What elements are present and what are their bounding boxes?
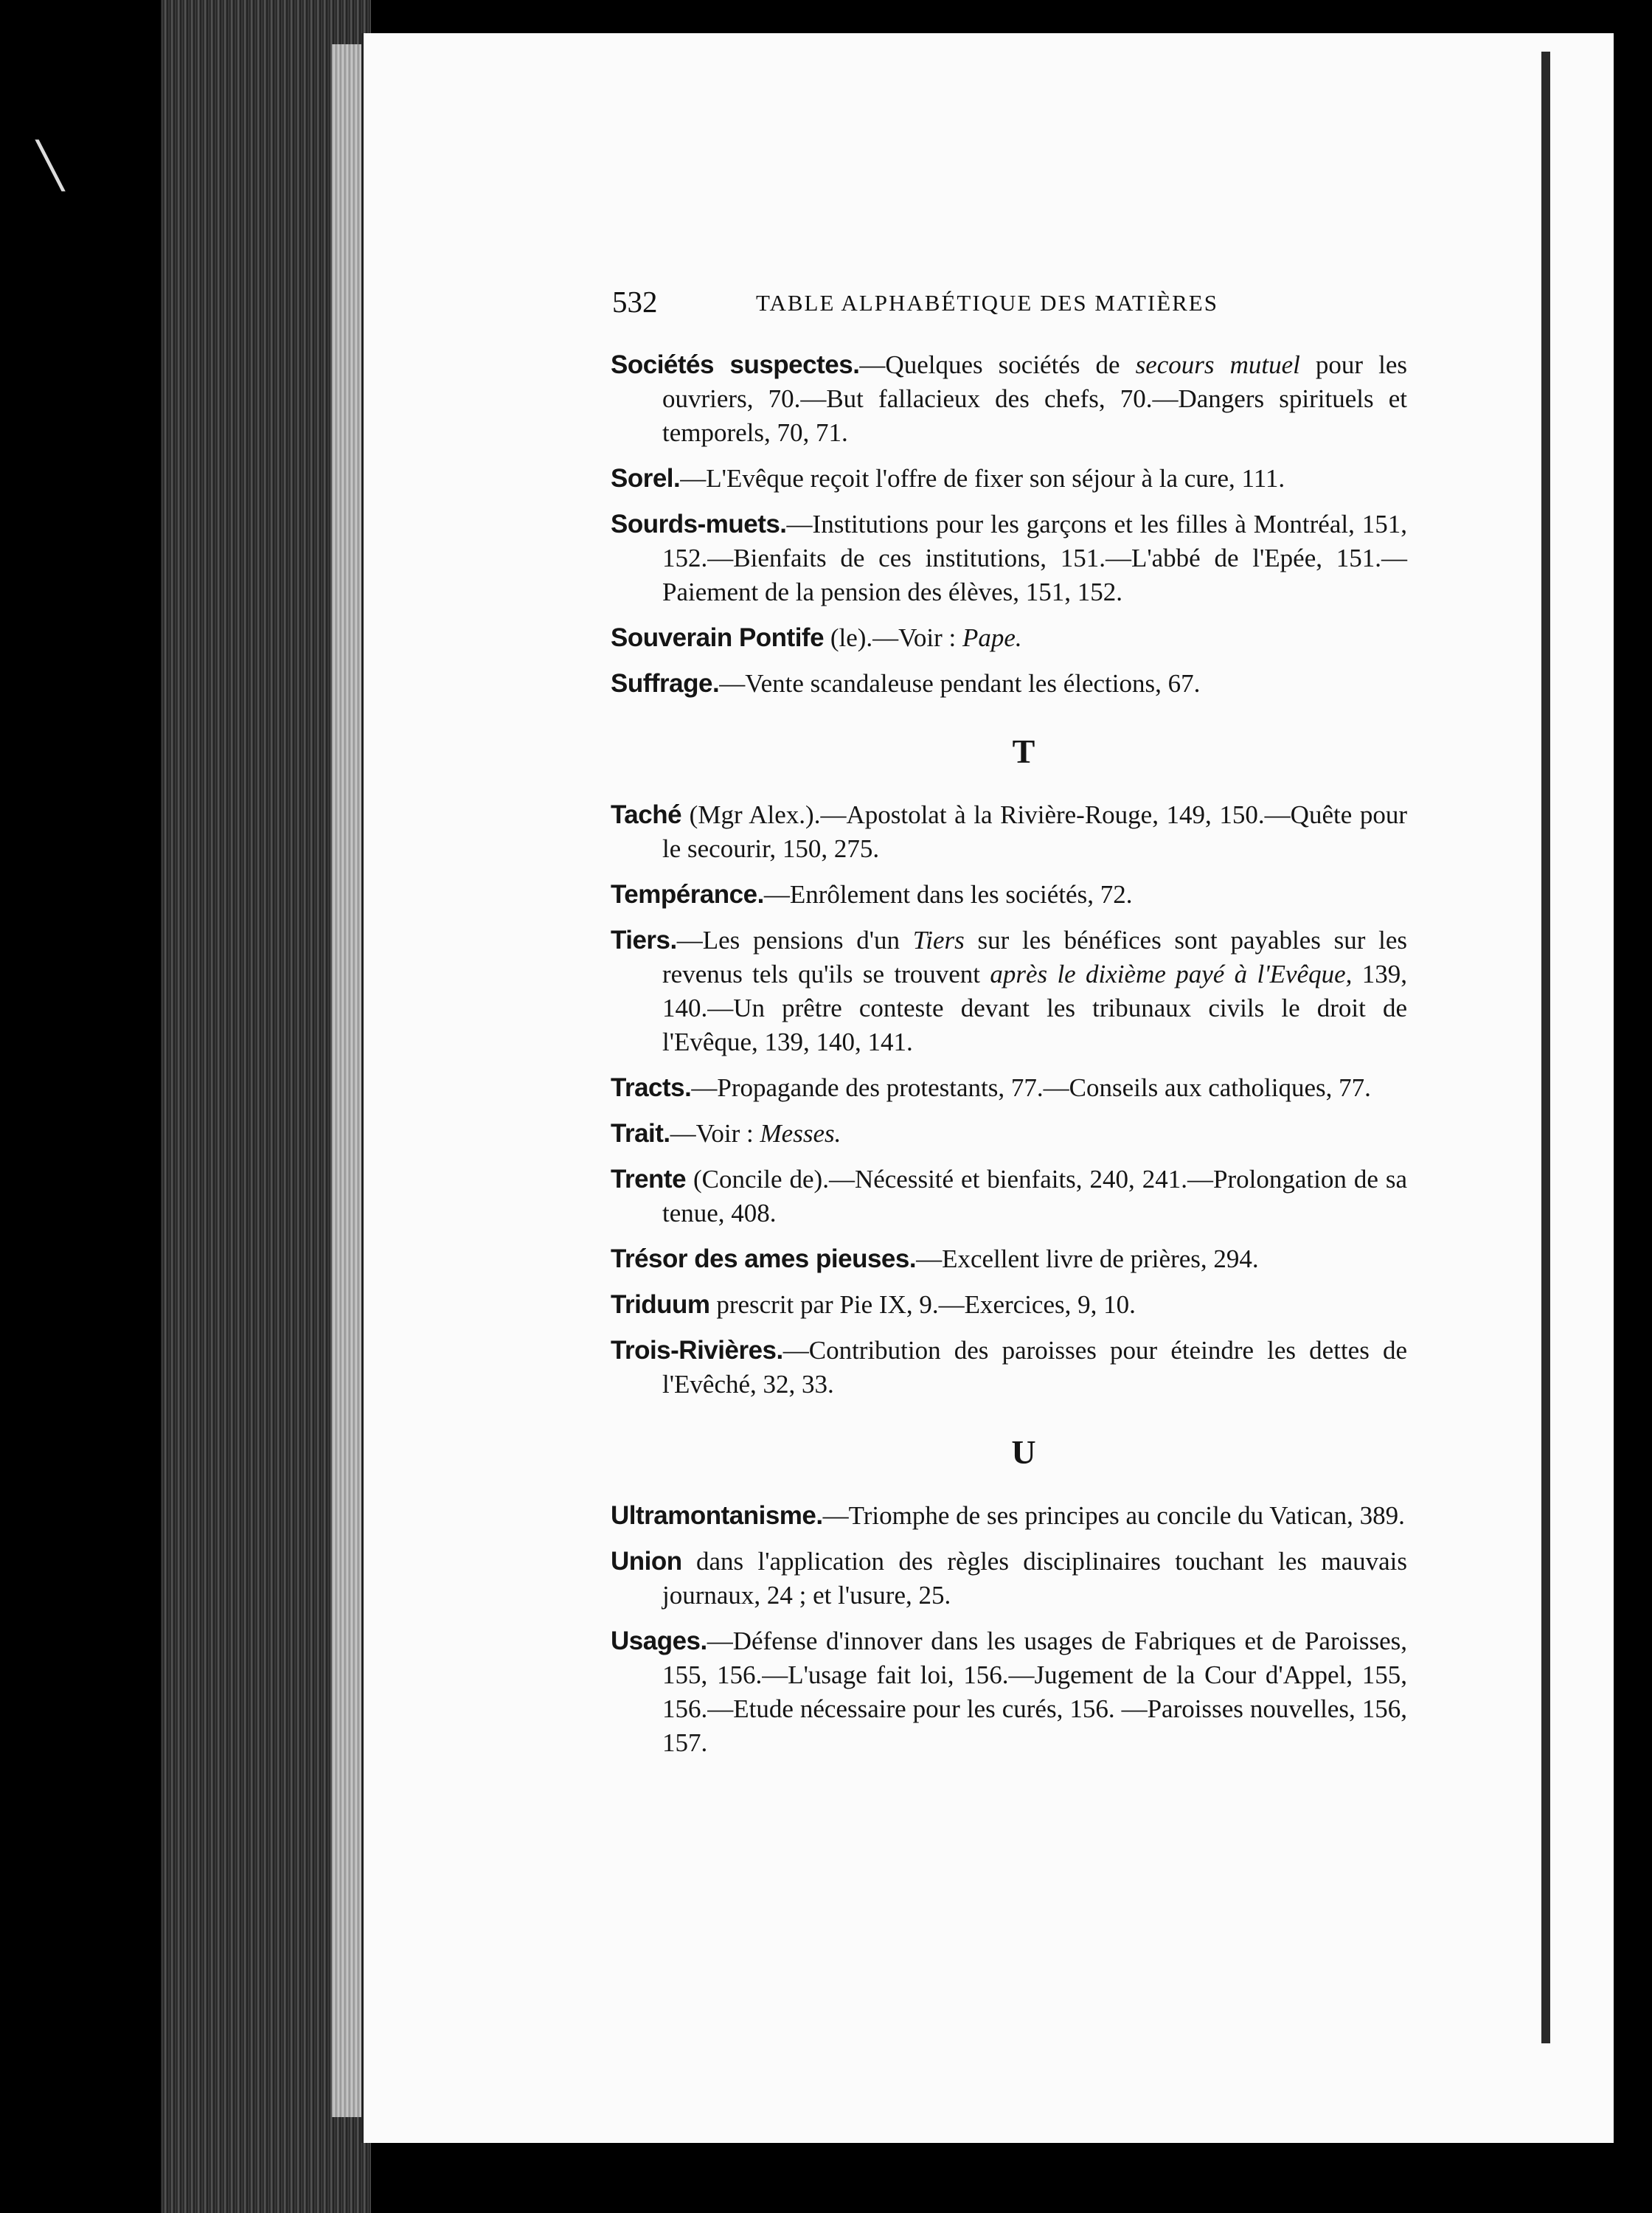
index-entry	[611, 1117, 1407, 1151]
entry-text: —Enrôlement dans les sociétés, 72.	[763, 880, 1133, 909]
entry-heading: Ultramontanisme.	[611, 1501, 823, 1530]
index-entry	[611, 1288, 1407, 1322]
index-entry	[611, 1071, 1407, 1105]
entry-text: (Concile de).—Nécessité et bienfaits, 240, 241.—Prolongation de sa tenue, 408.	[662, 1165, 1407, 1227]
index-content	[611, 348, 1407, 1772]
entry-heading: Sociétés suspectes.	[611, 350, 860, 379]
index-entry	[611, 667, 1407, 701]
entry-heading: Taché	[611, 800, 682, 829]
entry-text: sur les bénéfices sont payables sur les revenus tels qu'ils se trouvent	[662, 926, 1408, 988]
index-entry	[611, 798, 1407, 866]
entry-italic: secours mutuel	[1135, 350, 1300, 379]
entry-text: —Contribution des paroisses pour éteindre les dettes de l'Evêché, 32, 33.	[662, 1336, 1407, 1399]
entry-heading: Triduum	[611, 1290, 710, 1319]
entry-text: —Défense d'innover dans les usages de Fabriques et de Paroisses, 155, 156.—L'usage fait loi, 156.—Jugement de la Cour d'Appel, 155, 156.—Etude nécessaire pour les curés, 156. —Paroisses nouvelles, 156, 157.	[662, 1627, 1407, 1757]
entry-text: —Les pensions d'un	[676, 926, 913, 955]
index-entry	[611, 508, 1407, 609]
index-entry	[611, 1545, 1407, 1613]
scan-mark: ╲	[37, 142, 64, 190]
entry-heading: Souverain Pontife	[611, 623, 825, 652]
entry-heading: Suffrage.	[611, 669, 720, 698]
index-entry	[611, 1242, 1407, 1276]
entry-text: —Excellent livre de prières, 294.	[916, 1244, 1259, 1273]
index-entry	[611, 1334, 1407, 1402]
entry-heading: Trente	[611, 1165, 687, 1194]
entry-italic: Pape.	[962, 623, 1022, 652]
entry-text: dans l'application des règles disciplinaires touchant les mauvais journaux, 24 ; et l'usure, 25.	[662, 1547, 1407, 1610]
entry-text: —Triomphe de ses principes au concile du Vatican, 389.	[822, 1501, 1405, 1530]
entry-text: —Vente scandaleuse pendant les élections, 67.	[719, 669, 1201, 698]
index-entry	[611, 1163, 1407, 1230]
entry-italic: après le dixième payé à l'Evêque,	[990, 960, 1353, 988]
entry-italic: Messes.	[760, 1119, 841, 1148]
index-entry	[611, 924, 1407, 1059]
section-letter-t: T	[1012, 733, 1035, 770]
index-entry	[611, 621, 1407, 655]
entry-text: 139, 140.—Un prêtre conteste devant les tribunaux civils le droit de l'Evêque, 139, 140, 141.	[662, 960, 1408, 1056]
index-entry	[611, 1499, 1407, 1533]
index-entry	[611, 462, 1407, 496]
entry-heading: Tracts.	[611, 1073, 692, 1102]
entry-text: pour les ouvriers, 70.—But fallacieux des chefs, 70.—Dangers spirituels et temporels, 70, 71.	[662, 350, 1407, 447]
entry-text: —Quelques sociétés de	[859, 350, 1136, 379]
page-right-edge	[1541, 52, 1550, 2043]
index-entry	[611, 348, 1407, 450]
entry-text: prescrit par Pie IX, 9.—Exercices, 9, 10.	[709, 1290, 1136, 1319]
section-letter-u: U	[1011, 1433, 1036, 1471]
entry-text: (Mgr Alex.).—Apostolat à la Rivière-Rouge, 149, 150.—Quête pour le secourir, 150, 275.	[662, 800, 1407, 863]
entry-italic: Tiers	[912, 926, 965, 955]
entry-heading: Tempérance.	[611, 880, 764, 909]
index-entry	[611, 1624, 1407, 1760]
index-entry	[611, 878, 1407, 912]
entry-heading: Sourds-muets.	[611, 510, 787, 538]
entry-heading: Sorel.	[611, 464, 681, 493]
entry-heading: Trait.	[611, 1119, 670, 1148]
entry-text: —Institutions pour les garçons et les filles à Montréal, 151, 152.—Bienfaits de ces institutions, 151.—L'abbé de l'Epée, 151.—Paiement de la pension des élèves, 151, 152.	[662, 510, 1407, 606]
entry-text: —L'Evêque reçoit l'offre de fixer son séjour à la cure, 111.	[680, 464, 1285, 493]
entry-heading: Trésor des ames pieuses.	[611, 1244, 917, 1273]
entry-text: —Voir :	[670, 1119, 760, 1148]
running-head: TABLE ALPHABÉTIQUE DES MATIÈRES	[756, 290, 1218, 316]
entry-heading: Tiers.	[611, 926, 677, 955]
entry-heading: Usages.	[611, 1627, 707, 1655]
entry-heading: Union	[611, 1547, 682, 1576]
entry-heading: Trois-Rivières.	[611, 1336, 783, 1365]
page-header	[612, 284, 1276, 321]
page-number: 532	[612, 285, 658, 319]
entry-text: —Propagande des protestants, 77.—Conseils aux catholiques, 77.	[691, 1073, 1371, 1102]
entry-text: (le).—Voir :	[824, 623, 962, 652]
